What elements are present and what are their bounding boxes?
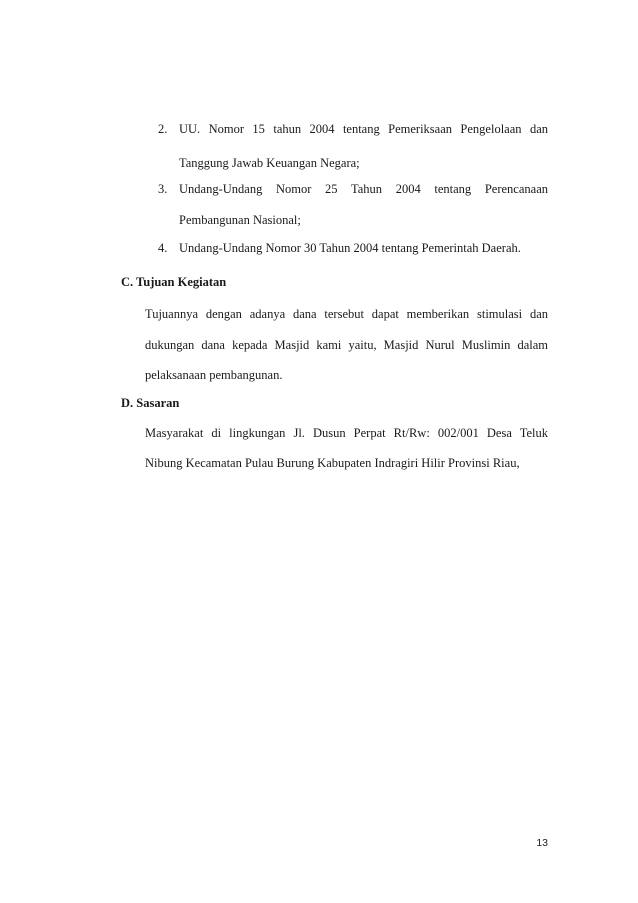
list-number: 2. — [158, 122, 168, 136]
paragraph-line: Nibung Kecamatan Pulau Burung Kabupaten Indragiri Hilir Provinsi Riau, — [145, 456, 520, 470]
list-item-text: Undang-Undang Nomor 25 Tahun 2004 tentang Perencanaan — [179, 182, 548, 196]
section-heading: D. Sasaran — [121, 396, 180, 410]
list-number: 3. — [158, 182, 168, 196]
page-number: 13 — [536, 837, 548, 849]
paragraph-line: pelaksanaan pembangunan. — [145, 368, 283, 382]
section-heading: C. Tujuan Kegiatan — [121, 275, 227, 289]
list-item-text: Tanggung Jawab Keuangan Negara; — [179, 156, 360, 170]
list-number: 4. — [158, 241, 168, 255]
paragraph-line: Tujuannya dengan adanya dana tersebut dapat memberikan stimulasi dan — [145, 307, 548, 321]
list-item-text: Undang-Undang Nomor 30 Tahun 2004 tentang Pemerintah Daerah. — [179, 241, 521, 255]
paragraph-line: Masyarakat di lingkungan Jl. Dusun Perpat Rt/Rw: 002/001 Desa Teluk — [145, 426, 548, 440]
list-item-text: UU. Nomor 15 tahun 2004 tentang Pemeriksaan Pengelolaan dan — [179, 122, 548, 136]
list-item-text: Pembangunan Nasional; — [179, 213, 301, 227]
paragraph-line: dukungan dana kepada Masjid kami yaitu, Masjid Nurul Muslimin dalam — [145, 338, 548, 352]
